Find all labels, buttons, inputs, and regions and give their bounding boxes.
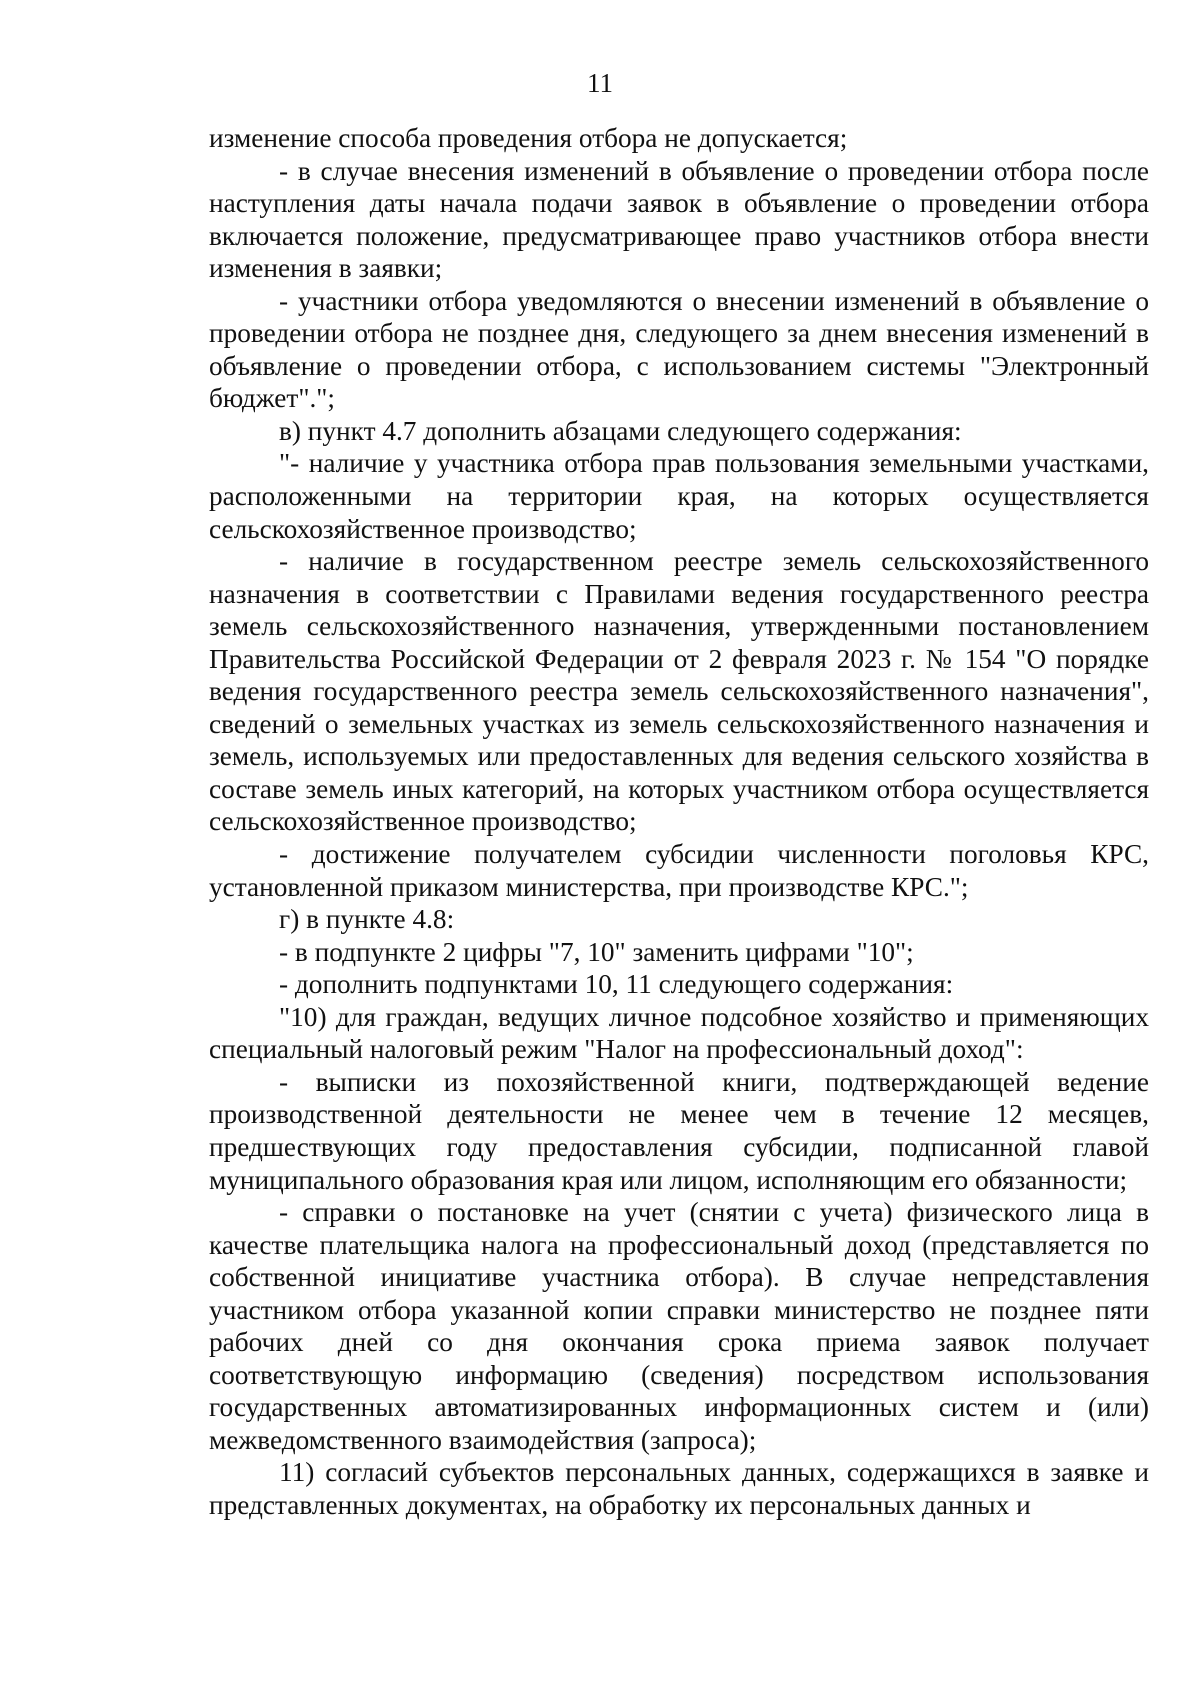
paragraph-11: "10) для граждан, ведущих личное подсобное хозяйство и применяющих специальный налоговый режим "Налог на профессиональный доход": bbox=[209, 1001, 1149, 1065]
paragraph-8: г) в пункте 4.8: bbox=[279, 904, 455, 935]
paragraph-12: - выписки из похозяйственной книги, подтверждающей ведение производственной деятельности не менее чем в течение 12 месяцев, предшествующих году предоставления субсидии, подписанной главой муниципального образования края или лицом, исполняющим его обязанности; bbox=[209, 1066, 1149, 1195]
paragraph-3: - участники отбора уведомляются о внесении изменений в объявление о проведении отбора не позднее дня, следующего за днем внесения изменений в объявление о проведении отбора, с использованием системы "Электронный бюджет"."; bbox=[209, 285, 1149, 414]
document-body bbox=[209, 122, 1149, 1522]
paragraph-14: 11) согласий субъектов персональных данных, содержащихся в заявке и представленных документах, на обработку их персональных данных и bbox=[209, 1457, 1149, 1520]
paragraph-9: - в подпункте 2 цифры "7, 10" заменить цифрами "10"; bbox=[279, 936, 914, 967]
paragraph-1: изменение способа проведения отбора не допускается; bbox=[209, 123, 848, 153]
paragraph-13: - справки о постановке на учет (снятии с учета) физического лица в качестве плательщика налога на профессиональный доход (представляется по собственной инициативе участника отбора). В случае непредставления участником отбора указанной копии справки министерство не позднее пяти рабочих дней со дня окончания срока приема заявок получает соответствующую информацию (сведения) посредством использования государственных автоматизированных информационных систем и (или) межведомственного взаимодействия (запроса); bbox=[209, 1197, 1149, 1455]
paragraph-4: в) пункт 4.7 дополнить абзацами следующего содержания: bbox=[279, 415, 962, 446]
page-number: 11 bbox=[587, 68, 613, 98]
paragraph-2: - в случае внесения изменений в объявление о проведении отбора после наступления даты начала подачи заявок в объявление о проведении отбора включается положение, предусматривающее право участников отбора внести изменения в заявки; bbox=[209, 155, 1149, 284]
paragraph-10: - дополнить подпунктами 10, 11 следующего содержания: bbox=[279, 969, 954, 1000]
paragraph-7: - достижение получателем субсидии численности поголовья КРС, установленной приказом министерства, при производстве КРС."; bbox=[209, 839, 1149, 902]
paragraph-5: "- наличие у участника отбора прав пользования земельными участками, расположенными на территории края, на которых осуществляется сельскохозяйственное производство; bbox=[209, 448, 1149, 544]
paragraph-6: - наличие в государственном реестре земель сельскохозяйственного назначения в соответствии с Правилами ведения государственного реестра земель сельскохозяйственного назначения, утвержденными постановлением Правительства Российской Федерации от 2 февраля 2023 г. № 154 "О порядке ведения государственного реестра земель сельскохозяйственного назначения", сведений о земельных участках из земель сельскохозяйственного назначения и земель, используемых или предоставленных для ведения сельского хозяйства в составе земель иных категорий, на которых участником отбора осуществляется сельскохозяйственное производство; bbox=[209, 546, 1149, 837]
